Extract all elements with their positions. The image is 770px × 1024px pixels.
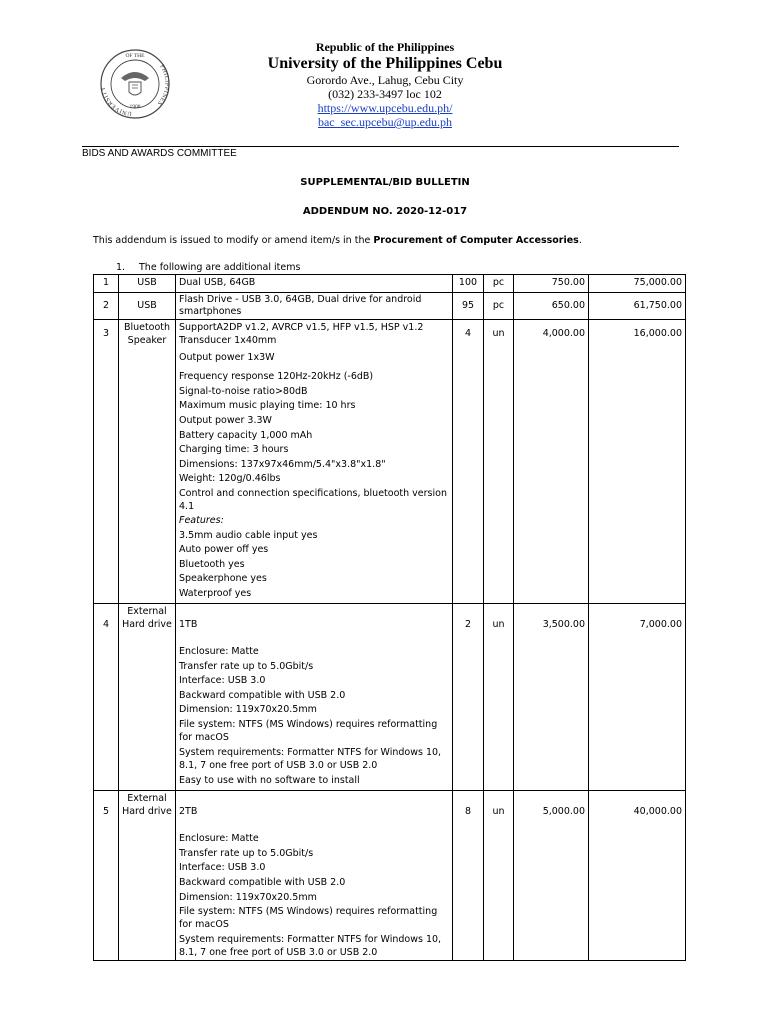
item-name: External Hard drive [119, 790, 176, 961]
item-unit: un [484, 319, 514, 603]
table-row [94, 319, 686, 603]
seal-year: 1908 [129, 104, 141, 110]
spec-line: Frequency response 120Hz-20kHz (-6dB) [179, 371, 374, 383]
item-description [176, 292, 453, 319]
letterhead [0, 40, 770, 129]
spec-line: System requirements: Formatter NTFS for Windows 10, 8.1, 7 one free port of USB 3.0 or USB 2.0 [179, 747, 442, 772]
item-total: 40,000.00 [589, 790, 686, 961]
item-total: 7,000.00 [589, 603, 686, 790]
item-name: Bluetooth Speaker [119, 319, 176, 603]
spec-line: Dimension: 119x70x20.5mm [179, 704, 317, 716]
committee-name: BIDS AND AWARDS COMMITTEE [82, 148, 237, 159]
spec-line: Speakerphone yes [179, 573, 267, 585]
spec-line: Signal-to-noise ratio>80dB [179, 385, 308, 397]
item-quantity: 2 [453, 603, 484, 790]
seal-right-text: PHILIPPINES [155, 63, 170, 107]
republic-line: Republic of the Philippines [315, 40, 455, 54]
item-unit-cost: 650.00 [514, 292, 589, 319]
item-total: 61,750.00 [589, 292, 686, 319]
spec-line: Maximum music playing time: 10 hrs [179, 400, 356, 412]
intro-paragraph [93, 235, 582, 246]
item-unit-cost: 3,500.00 [514, 603, 589, 790]
item-description [176, 790, 453, 961]
spec-line: Control and connection specifications, bluetooth version 4.1 [179, 487, 447, 512]
row-number: 4 [94, 603, 119, 790]
list-item [116, 262, 300, 273]
spec-line: Waterproof yes [179, 587, 252, 599]
spec-line: Flash Drive - USB 3.0, 64GB, Dual drive for android smartphones [179, 293, 422, 317]
header-divider [82, 146, 679, 147]
spec-line: Backward compatible with USB 2.0 [179, 689, 346, 701]
spec-line: Interface: USB 3.0 [179, 862, 266, 874]
table-row [94, 603, 686, 790]
seal-top-text: OF THE [125, 53, 145, 59]
item-quantity: 100 [453, 275, 484, 293]
list-number: 1. [116, 262, 126, 273]
spec-line: Features: [179, 514, 224, 526]
table-row [94, 275, 686, 293]
item-description [176, 319, 453, 603]
seal-left-text: UNIVERSITY [100, 85, 133, 117]
row-number: 3 [94, 319, 119, 603]
addendum-title: ADDENDUM NO. 2020-12-017 [302, 206, 468, 217]
item-total: 75,000.00 [589, 275, 686, 293]
spec-line: File system: NTFS (MS Windows) requires reformatting for macOS [179, 719, 438, 744]
intro-text: This addendum is issued to modify or amend item/s in the [93, 235, 374, 246]
spec-line: Backward compatible with USB 2.0 [179, 877, 346, 889]
spec-line: Charging time: 3 hours [179, 444, 289, 456]
spec-line: Auto power off yes [179, 544, 269, 556]
table-row [94, 790, 686, 961]
item-name: USB [119, 275, 176, 293]
email-link[interactable]: bac_sec.upcebu@up.edu.ph [317, 115, 452, 129]
item-unit: un [484, 790, 514, 961]
item-quantity: 95 [453, 292, 484, 319]
spec-line: Transfer rate up to 5.0Gbit/s [179, 660, 314, 672]
procurement-name: Procurement of Computer Accessories [373, 235, 579, 246]
spec-line: 2TB [179, 805, 198, 817]
item-unit: pc [484, 292, 514, 319]
item-description [176, 275, 453, 293]
spec-line: Output power 3.3W [179, 414, 272, 426]
university-name: University of the Philippines Cebu [267, 55, 503, 72]
phone-line: (032) 233-3497 loc 102 [328, 87, 442, 101]
spec-line: Dual USB, 64GB [179, 277, 256, 288]
spec-line: Easy to use with no software to install [179, 775, 360, 787]
spec-line: Bluetooth yes [179, 558, 245, 570]
spec-line: Transducer 1x40mm [179, 334, 277, 346]
spec-line: File system: NTFS (MS Windows) requires reformatting for macOS [179, 906, 438, 931]
item-unit-cost: 5,000.00 [514, 790, 589, 961]
spec-line: Enclosure: Matte [179, 646, 259, 658]
items-table [93, 274, 686, 961]
row-number: 1 [94, 275, 119, 293]
item-unit: un [484, 603, 514, 790]
spec-line: System requirements: Formatter NTFS for Windows 10, 8.1, 7 one free port of USB 3.0 or USB 2.0 [179, 934, 442, 959]
spec-line: SupportA2DP v1.2, AVRCP v1.5, HFP v1.5, HSP v1.2 [179, 321, 424, 333]
table-row [94, 292, 686, 319]
item-unit-cost: 750.00 [514, 275, 589, 293]
item-description [176, 603, 453, 790]
spec-line: Enclosure: Matte [179, 833, 259, 845]
item-quantity: 8 [453, 790, 484, 961]
item-unit: pc [484, 275, 514, 293]
row-number: 5 [94, 790, 119, 961]
item-name: External Hard drive [119, 603, 176, 790]
address-line: Gorordo Ave., Lahug, Cebu City [306, 73, 464, 87]
spec-line: Dimensions: 137x97x46mm/5.4"x3.8"x1.8" [179, 458, 386, 470]
item-quantity: 4 [453, 319, 484, 603]
item-name: USB [119, 292, 176, 319]
spec-line: Battery capacity 1,000 mAh [179, 429, 313, 441]
spec-line: Interface: USB 3.0 [179, 675, 266, 687]
spec-line: Output power 1x3W [179, 351, 275, 363]
bulletin-title: SUPPLEMENTAL/BID BULLETIN [300, 177, 470, 188]
spec-line: Weight: 120g/0.46lbs [179, 473, 281, 485]
intro-end: . [578, 235, 582, 246]
item-total: 16,000.00 [589, 319, 686, 603]
spec-line: Dimension: 119x70x20.5mm [179, 891, 317, 903]
website-link[interactable]: https://www.upcebu.edu.ph/ [317, 101, 453, 115]
list-text: The following are additional items [139, 262, 301, 273]
item-unit-cost: 4,000.00 [514, 319, 589, 603]
spec-line: Transfer rate up to 5.0Gbit/s [179, 847, 314, 859]
spec-line: 3.5mm audio cable input yes [179, 529, 318, 541]
spec-line: 1TB [179, 618, 198, 630]
row-number: 2 [94, 292, 119, 319]
